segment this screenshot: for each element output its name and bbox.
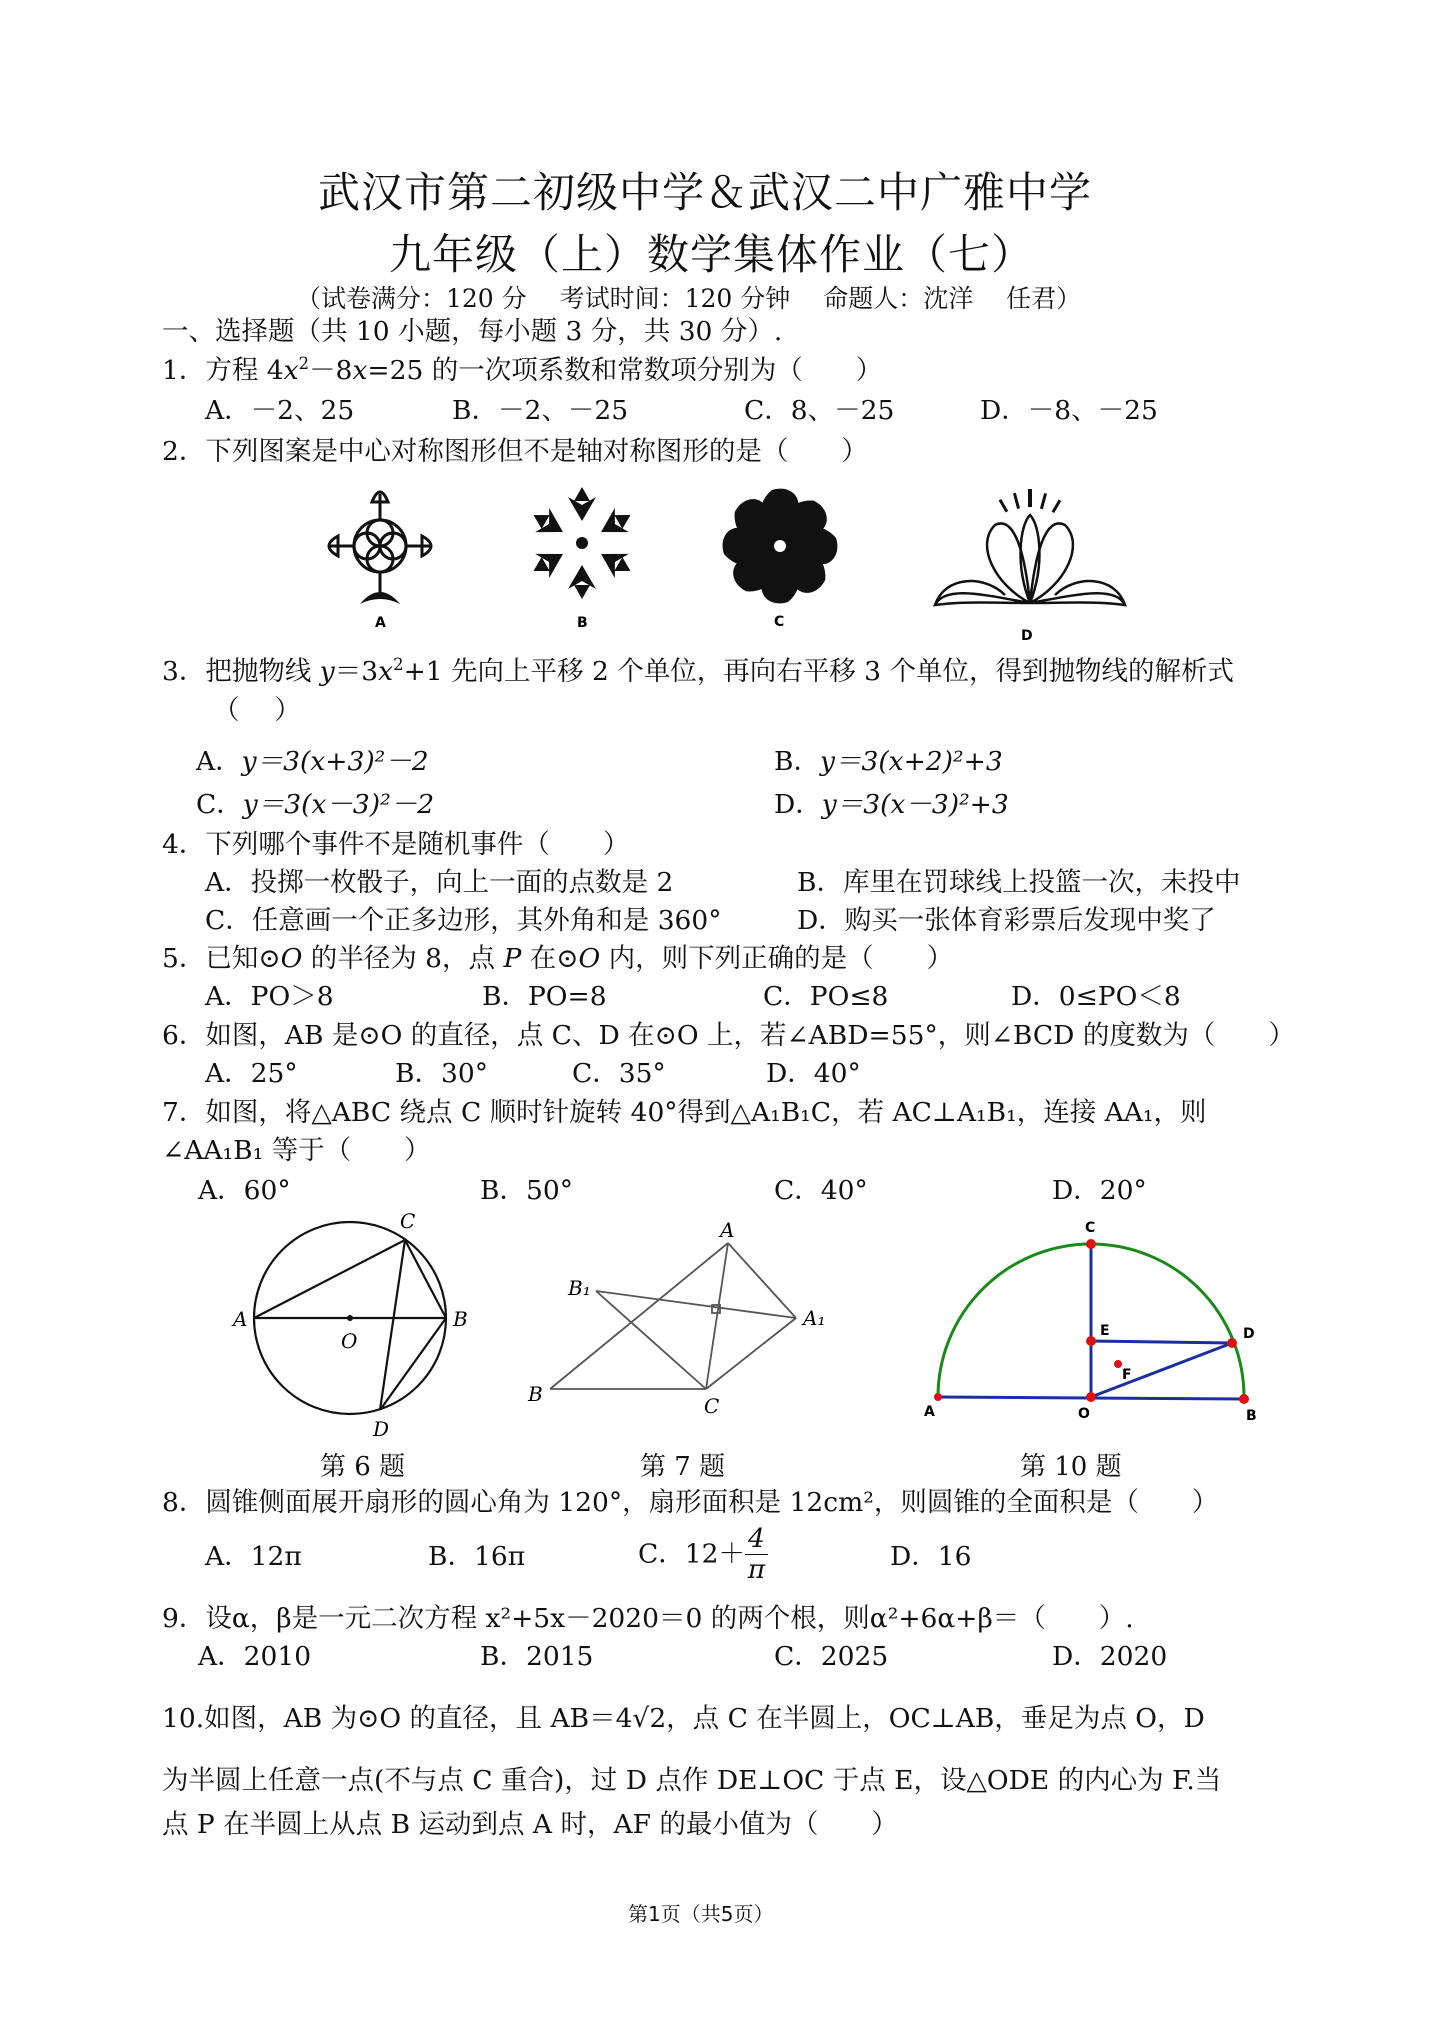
question-8-option-b: B．16π xyxy=(428,1541,526,1572)
question-8-option-c: C．12＋ $\frac{4}{\pi}$ xyxy=(638,1524,768,1585)
question-5-option-d: D．0≤PO＜8 xyxy=(1011,981,1181,1012)
pattern-c-label: C xyxy=(774,614,785,630)
question-3-option-b: B．y＝3(x+2)²+3 xyxy=(774,746,1003,777)
fig10-label-c: C xyxy=(1085,1220,1096,1236)
question-8-stem: 8．圆锥侧面展开扇形的圆心角为 120°，扇形面积是 12cm²，则圆锥的全面积是（ ） xyxy=(162,1487,1219,1518)
question-4-option-b: B．库里在罚球线上投篮一次，未投中 xyxy=(797,867,1241,898)
question-7-stem-line1: 7．如图，将△ABC 绕点 C 顺时针旋转 40°得到△A₁B₁C，若 AC⊥A₁B₁，连接 AA₁，则 xyxy=(162,1097,1207,1128)
fraction-denominator: π xyxy=(747,1554,766,1585)
fig10-label-a: A xyxy=(924,1404,935,1420)
question-10-line2: 为半圆上任意一点(不与点 C 重合)，过 D 点作 DE⊥OC 于点 E，设△ODE 的内心为 F.当 xyxy=(162,1765,1222,1796)
title-line1: 武汉市第二初级中学＆武汉二中广雅中学 xyxy=(318,168,1093,217)
caption-figure-6: 第 6 题 xyxy=(320,1452,406,1482)
question-3-option-c: C．y＝3(x－3)²－2 xyxy=(196,789,435,820)
question-7-option-a: A．60° xyxy=(198,1175,291,1206)
question-6-option-a: A．25° xyxy=(205,1058,298,1089)
pattern-a-figure xyxy=(320,480,440,630)
question-9-stem: 9．设α，β是一元二次方程 x²+5x－2020＝0 的两个根，则α²+6α+β＝（ ）. xyxy=(162,1603,1134,1634)
question-7-option-b: B．50° xyxy=(480,1175,573,1206)
question-3-paren: （ ） xyxy=(213,695,301,726)
pattern-b-figure xyxy=(522,485,642,630)
question-6-option-d: D．40° xyxy=(766,1058,861,1089)
question-6-option-c: C．35° xyxy=(572,1058,666,1089)
question-5-option-a: A．PO＞8 xyxy=(205,981,334,1012)
question-1-option-b: B．－2、－25 xyxy=(452,395,629,426)
question-1-option-c: C．8、－25 xyxy=(744,395,895,426)
section-heading: 一、选择题（共 10 小题，每小题 3 分，共 30 分）. xyxy=(162,316,783,347)
question-4-option-d: D．购买一张体育彩票后发现中奖了 xyxy=(797,905,1216,936)
question-4-option-c: C．任意画一个正多边形，其外角和是 360° xyxy=(205,905,722,936)
fig10-label-o: O xyxy=(1078,1406,1090,1422)
fig6-label-a: A xyxy=(233,1307,248,1331)
question-4-option-a: A．投掷一枚骰子，向上一面的点数是 2 xyxy=(205,867,674,898)
caption-figure-10: 第 10 题 xyxy=(1020,1452,1122,1482)
question-9-option-b: B．2015 xyxy=(480,1641,594,1672)
fig10-label-d: D xyxy=(1243,1326,1255,1342)
pattern-a-label: A xyxy=(375,615,386,630)
question-10-line1: 10.如图，AB 为⊙O 的直径，且 AB＝4√2，点 C 在半圆上，OC⊥AB，垂足为点 O，D xyxy=(162,1703,1205,1734)
question-8-option-a: A．12π xyxy=(205,1541,302,1572)
fig6-label-o: O xyxy=(341,1329,358,1353)
fig6-label-d: D xyxy=(373,1417,390,1440)
question-5-option-b: B．PO=8 xyxy=(482,981,607,1012)
fig6-label-c: C xyxy=(400,1209,416,1233)
question-1-option-a: A．－2、25 xyxy=(205,395,355,426)
fraction-numerator: 4 xyxy=(745,1524,768,1555)
question-7-option-c: C．40° xyxy=(774,1175,868,1206)
exam-info: （试卷满分：120 分 考试时间：120 分钟 命题人：沈洋 任君） xyxy=(296,284,1082,313)
fig7-label-a1: A₁ xyxy=(803,1306,826,1330)
question-6-stem: 6．如图，AB 是⊙O 的直径，点 C、D 在⊙O 上，若∠ABD=55°，则∠BCD 的度数为（ ） xyxy=(162,1020,1295,1051)
question-1-option-d: D．－8、－25 xyxy=(980,395,1158,426)
question-2-stem: 2．下列图案是中心对称图形但不是轴对称图形的是（ ） xyxy=(162,436,868,467)
question-5-option-c: C．PO≤8 xyxy=(763,981,889,1012)
page-footer: 第1页（共5页） xyxy=(628,1902,774,1926)
fig6-label-b: B xyxy=(453,1307,468,1331)
pattern-b-label: B xyxy=(577,615,588,630)
fig10-label-f: F xyxy=(1122,1367,1132,1383)
fig7-label-c: C xyxy=(704,1394,720,1418)
question-1-stem: 1．方程 $4x^2-8x=25$ 的一次项系数和常数项分别为（ ） xyxy=(162,354,883,386)
pattern-d-label: D xyxy=(1021,628,1033,644)
question-9-option-c: C．2025 xyxy=(774,1641,889,1672)
question-4-stem: 4．下列哪个事件不是随机事件（ ） xyxy=(162,829,630,860)
question-6-option-b: B．30° xyxy=(395,1058,488,1089)
question-10-line3: 点 P 在半圆上从点 B 运动到点 A 时，AF 的最小值为（ ） xyxy=(162,1809,898,1840)
figure-7-rotation-diagram xyxy=(520,1215,840,1425)
title-line2: 九年级（上）数学集体作业（七） xyxy=(389,230,1035,279)
question-8-option-d: D．16 xyxy=(890,1541,972,1572)
fig10-label-b: B xyxy=(1246,1408,1257,1424)
fig7-label-a: A xyxy=(720,1218,735,1242)
caption-figure-7: 第 7 题 xyxy=(640,1452,726,1482)
question-7-stem-line2: ∠AA₁B₁ 等于（ ） xyxy=(162,1135,431,1166)
question-3-stem: 3．把抛物线 $y=3x^2+1$ 先向上平移 2 个单位，再向右平移 3 个单位，得到抛物线的解析式 xyxy=(162,655,1234,687)
question-7-option-d: D．20° xyxy=(1052,1175,1147,1206)
fig7-label-b: B xyxy=(528,1382,543,1406)
question-9-option-a: A．2010 xyxy=(198,1641,312,1672)
pattern-d-figure xyxy=(925,485,1135,645)
question-5-stem: 5．已知⊙O 的半径为 8，点 P 在⊙O 内，则下列正确的是（ ） xyxy=(162,943,954,974)
figure-6-circle-diagram xyxy=(225,1200,485,1440)
figure-10-semicircle-diagram xyxy=(910,1210,1270,1440)
fig10-label-e: E xyxy=(1100,1323,1110,1339)
question-3-option-a: A．y＝3(x+3)²－2 xyxy=(196,746,429,777)
question-9-option-d: D．2020 xyxy=(1052,1641,1168,1672)
question-3-option-d: D．y＝3(x－3)²+3 xyxy=(774,789,1009,820)
pattern-c-figure xyxy=(715,480,845,630)
fig7-label-b1: B₁ xyxy=(568,1276,591,1300)
